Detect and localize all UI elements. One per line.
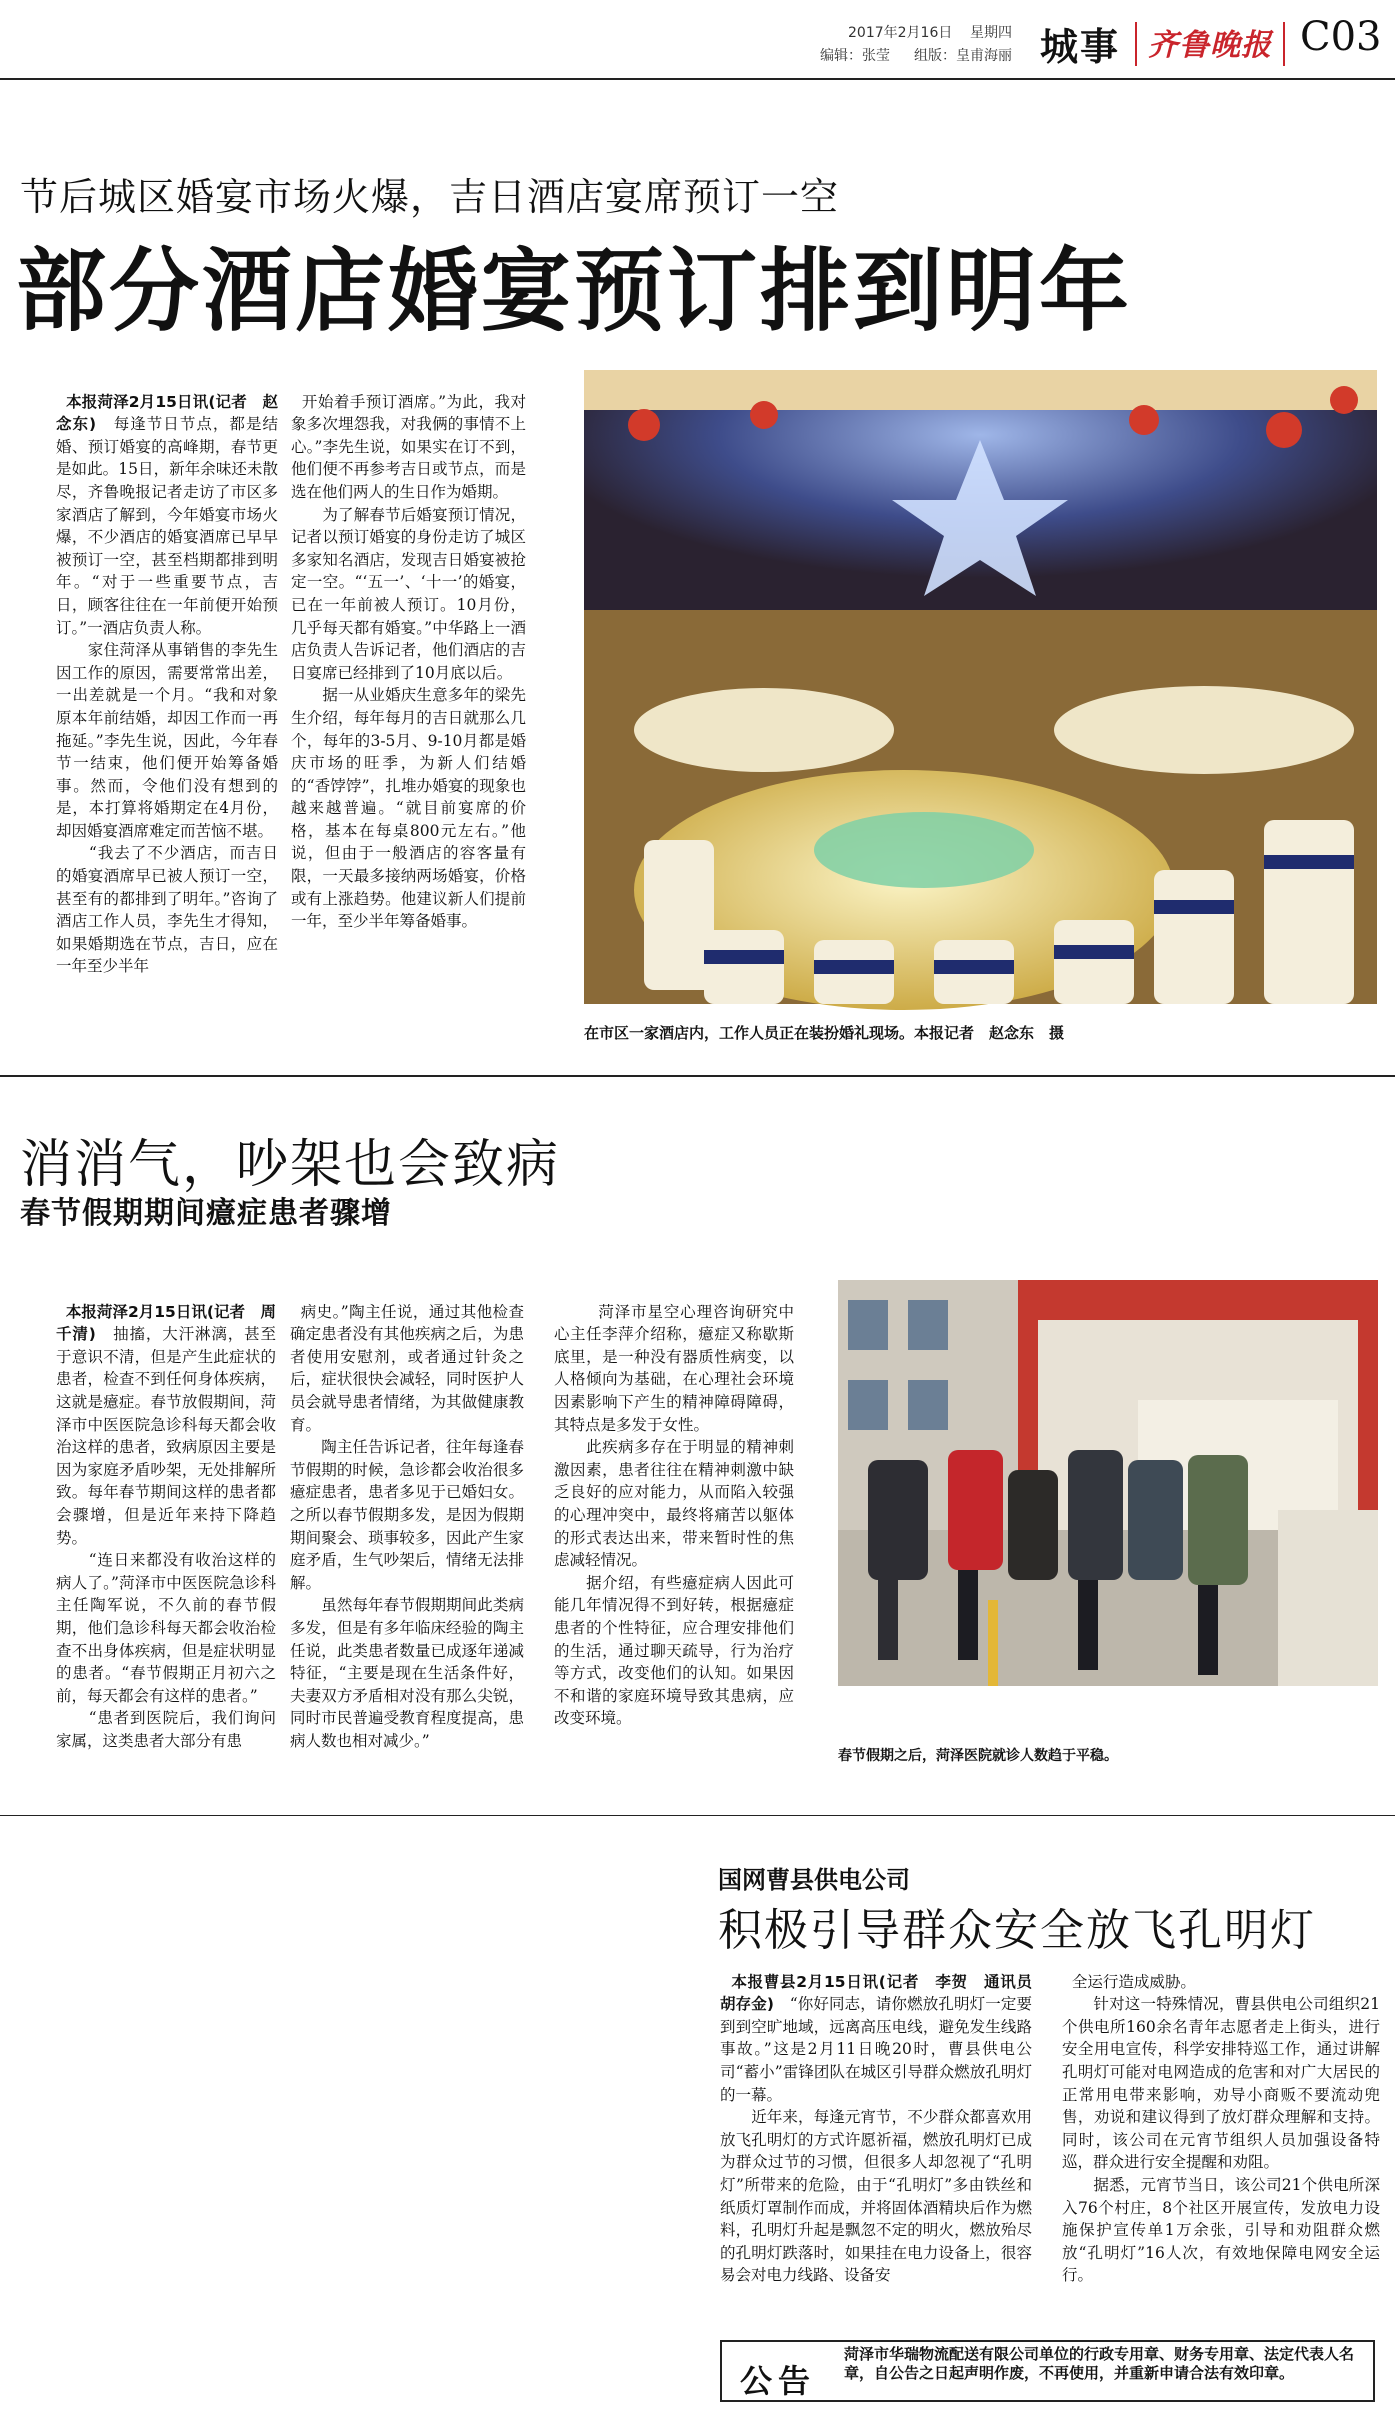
masthead [0,0,1395,70]
issue-weekday: 星期四 [970,25,1012,41]
article2-column-1 [56,1278,276,1798]
article2-col2-text: 病史。”陶主任说，通过其他检查确定患者没有其他疾病之后，为患者使用安慰剂，或者通过针灸之后，症状很快会减轻，同时医护人员会就导患者情绪，为其做健康教育。 陶主任告诉记者，往年每逢春节假期的时候，急诊都会收治很多癔症患者，患者多见于已婚妇女。之所以春节假期多发，是因为假期期间聚会、琐事较多，因此产生家庭矛盾，生气吵架后，情绪无法排解。 虽然每年春节假期期间此类病多发，但是有多年临床经验的陶主任说，此类患者数量已成逐年递减特征，“主要是现在生活条件好，夫妻双方矛盾相对没有那么尖锐，同时市民普遍受教育程度提高，患病人数也相对减少。” [290,1302,524,1750]
article2-column-2 [290,1278,524,1798]
article1-kicker: 节后城区婚宴市场火爆，吉日酒店宴席预订一空 [20,175,840,219]
article2-subhead: 春节假期期间癔症患者骤增 [20,1196,392,1231]
article1-byline: 本报菏泽2月15日讯(记者 赵念东) [56,392,278,434]
article3-headline: 积极引导群众安全放飞孔明灯 [718,1905,1316,1956]
article1-headline: 部分酒店婚宴预订排到明年 [16,239,1132,344]
article3-col1-text: “你好同志，请你燃放孔明灯一定要到到空旷地域，远离高压电线，避免发生线路事故。”这是2月11日晚20时，曹县供电公司“蓄小”雷锋团队在城区引导群众燃放孔明灯的一幕。 近年来，每逢元宵节，不少群众都喜欢用放飞孔明灯的方式许愿祈福，燃放孔明灯已成为群众过节的习惯，但很多人却忽视了“孔明灯”所带来的危险，由于“孔明灯”多由铁丝和纸质灯罩制作而成，并将固体酒精块后作为燃料，孔明灯升起是飘忽不定的明火，燃放殆尽的孔明灯跌落时，如果挂在电力设备上，很容易会对电力线路、设备安 [720,1995,1032,2285]
notice-box [720,2340,1375,2402]
layout-credit: 组版：皇甫海丽 [914,48,1012,64]
article3-col2-text: 全运行造成威胁。 针对这一特殊情况，曹县供电公司组织21个供电所160余名青年志愿者走上街头，进行安全用电宣传，科学安排特巡工作，通过讲解孔明灯可能对电网造成的危害和对广大居民的正常用电带来影响，劝导小商贩不要流动兜售，劝说和建议得到了放灯群众理解和支持。同时，该公司在元宵节组织人员加强设备特巡，群众进行安全提醒和劝阻。 据悉，元宵节当日，该公司21个供电所深入76个村庄，8个社区开展宣传，发放电力设施保护宣传单1万余张，引导和劝阻群众燃放“孔明灯”16人次，有效地保障电网安全运行。 [1062,1972,1380,2285]
hospital-photo-caption: 春节假期之后，菏泽医院就诊人数趋于平稳。 [838,1748,1118,1764]
masthead-divider-2 [1283,22,1285,66]
article3-column-1 [720,1948,1048,2328]
article1-column-1 [56,368,278,1048]
masthead-divider [1135,22,1137,66]
wedding-photo-caption: 在市区一家酒店内，工作人员正在装扮婚礼现场。本报记者 赵念东 摄 [584,1024,1065,1042]
article2-headline: 消消气，吵架也会致病 [20,1135,561,1195]
newspaper-logo: 齐鲁晚报 [1148,28,1272,63]
article1-col2-text: 开始着手预订酒席。”为此，我对象多次埋怨我，对我俩的事情不上心。”李先生说，如果实在订不到，他们便不再参考吉日或节点，而是选在他们两人的生日作为婚期。 为了解春节后婚宴预订情况，记者以预订婚宴的身份走访了城区多家知名酒店，发现吉日婚宴被抢定一空。“‘五一’、‘十一’的婚宴，已在一年前被人预订。10月份，几乎每天都有婚宴。”中华路上一酒店负责人告诉记者，他们酒店的吉日宴席已经排到了10月底以后。 据一从业婚庆生意多年的梁先生介绍，每年每月的吉日就那么几个，每年的3-5月、9-10月都是婚庆市场的旺季，为新人们结婚的“香饽饽”，扎堆办婚宴的现象也越来越普遍。“就目前宴席的价格，基本在每桌800元左右。”他说，但由于一般酒店的容客量有限，一天最多接纳两场婚宴，价格或有上涨趋势。他建议新人们提前一年，至少半年筹备婚事。 [291,392,526,931]
article3-column-2 [1062,1948,1380,2328]
article3-byline: 本报曹县2月15日讯(记者 李贺 通讯员 胡存金) [720,1972,1048,2014]
issue-date: 2017年2月16日 [848,25,953,41]
article2-bottom-rule [0,1815,1395,1816]
article2-column-3 [554,1278,794,1798]
article2-col1-text: 抽搐，大汗淋漓，甚至于意识不清，但是产生此症状的患者，检查不到任何身体疾病，这就是癔症。春节放假期间，菏泽市中医医院急诊科每天都会收治这样的患者，致病原因主要是因为家庭矛盾吵架，无处排解所致。每年春节期间这样的患者都会骤增，但是近年来持下降趋势。 “连日来都没有收治这样的病人了。”菏泽市中医医院急诊科主任陶军说，不久前的春节假期，他们急诊科每天都会收治检查不出身体疾病，但是症状明显的患者。“春节假期正月初六之前，每天都会有这样的患者。” “患者到医院后，我们询问家属，这类患者大部分有患 [56,1325,276,1750]
article1-bottom-rule [0,1075,1395,1077]
notice-label: 公告 [740,2362,817,2400]
article1-col1-text: 每逢节日节点，都是结婚、预订婚宴的高峰期，春节更是如此。15日，新年余味还未散尽，齐鲁晚报记者走访了市区多家酒店了解到，今年婚宴市场火爆，不少酒店的婚宴酒席已早早被预订一空，甚至档期都排到明年。“对于一些重要节点，吉日，顾客往往在一年前便开始预订。”一酒店负责人称。 家住菏泽从事销售的李先生因工作的原因，需要常常出差，一出差就是一个月。“我和对象原本年前结婚，却因工作而一再拖延。”李先生说，因此，今年春节一结束，他们便开始筹备婚事。然而，令他们没有想到的是，本打算将婚期定在4月份，却因婚宴酒席难定而苦恼不堪。 “我去了不少酒店，而吉日的婚宴酒席早已被人预订一空，甚至有的都排到了明年。”咨询了酒店工作人员，李先生才得知，如果婚期选在节点，吉日，应在一年至少半年 [56,415,278,976]
article3-org: 国网曹县供电公司 [718,1866,910,1894]
hospital-photo [838,1280,1378,1686]
masthead-rule [0,78,1395,80]
editor-credit: 编辑：张莹 [820,48,890,64]
notice-text: 菏泽市华瑞物流配送有限公司单位的行政专用章、财务专用章、法定代表人名章，自公告之日起声明作废，不再使用，并重新申请合法有效印章。 [844,2345,1355,2382]
section-title: 城事 [1040,25,1121,69]
wedding-banquet-image [584,370,1377,1004]
page-number: C03 [1300,14,1382,60]
wedding-banquet-photo [584,370,1377,1004]
article2-byline: 本报菏泽2月15日讯(记者 周千清) [56,1302,276,1344]
article1-column-2 [291,368,526,1048]
article2-col3-text: 菏泽市星空心理咨询研究中心主任李萍介绍称，癔症又称歇斯底里，是一种没有器质性病变，以人格倾向为基础，在心理社会环境因素影响下产生的精神障碍障碍，其特点是多发于女性。 此疾病多存在于明显的精神刺激因素，患者往往在精神刺激中缺乏良好的应对能力，从而陷入较强的心理冲突中，最终将痛苦以躯体的形式表达出来，带来暂时性的焦虑减轻情况。 据介绍，有些癔症病人因此可能几年情况得不到好转，根据癔症患者的个性特征，应合理安排他们的生活，通过聊天疏导，行为治疗等方式，改变他们的认知。如果因不和谐的家庭环境导致其患病，应改变环境。 [554,1302,794,1728]
hospital-waiting-image [838,1280,1378,1686]
